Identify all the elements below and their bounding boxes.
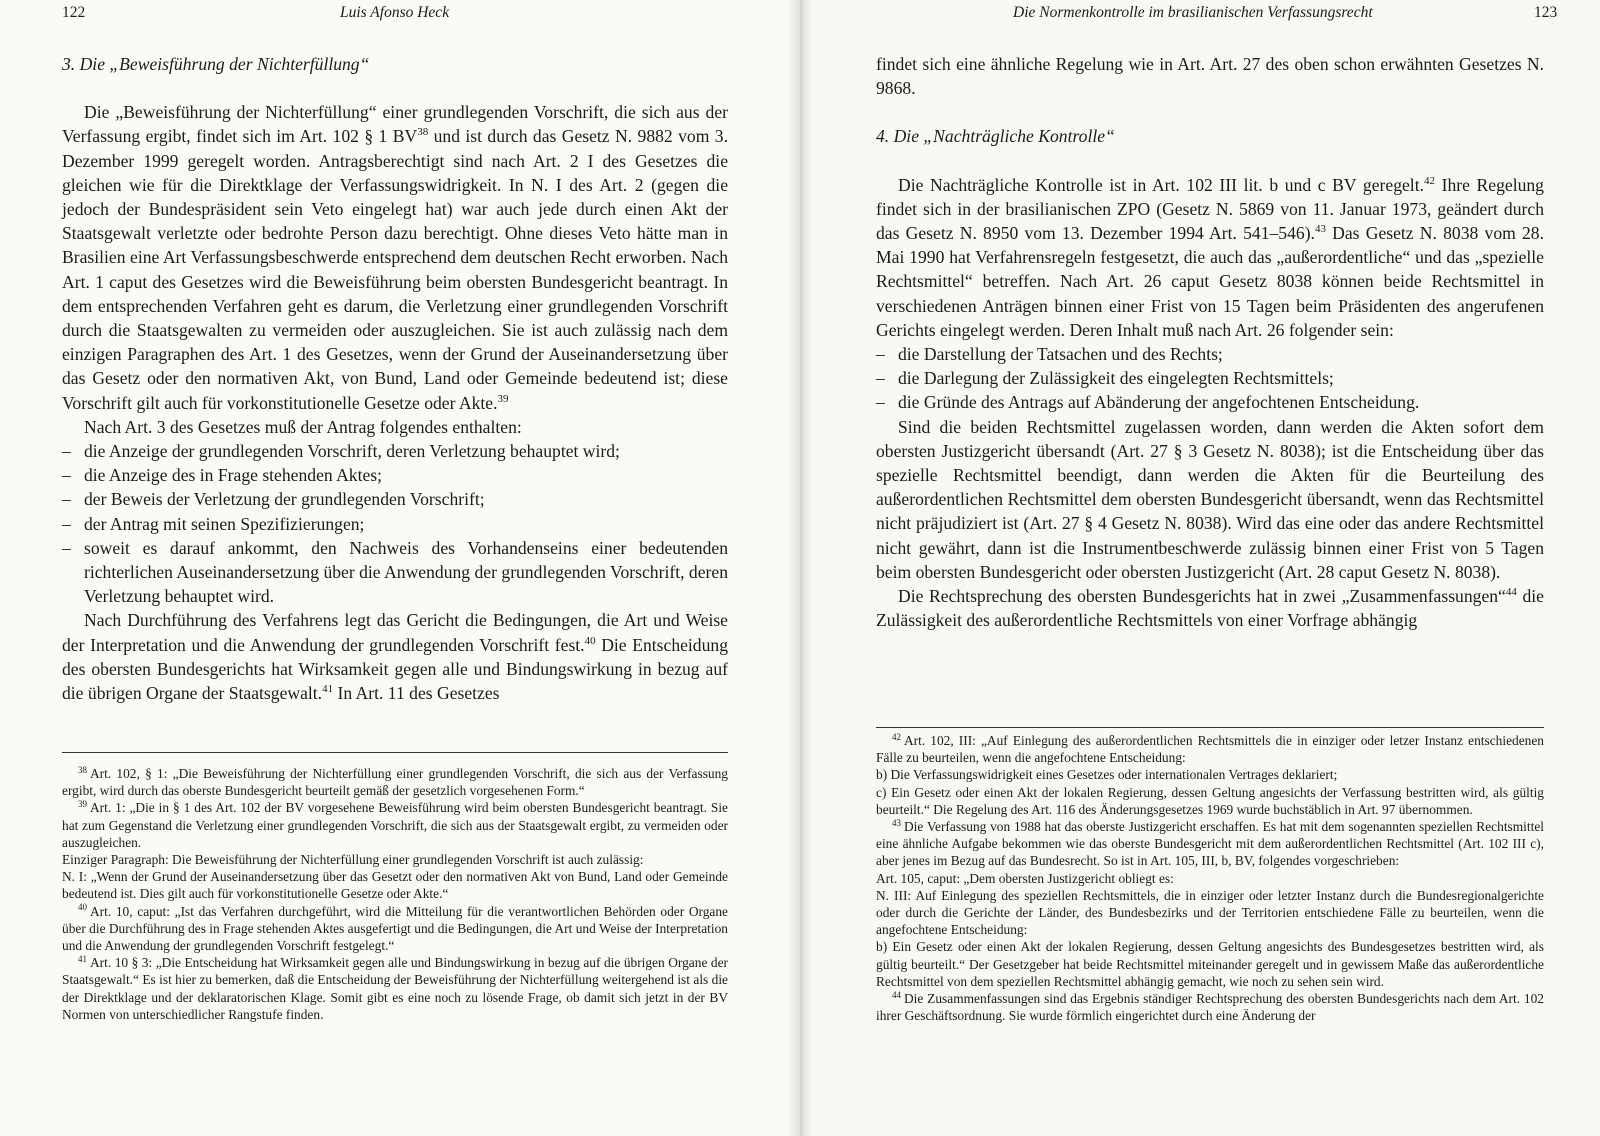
requirements-list	[876, 342, 1544, 415]
footnote-line: Einziger Paragraph: Die Beweisführung der Nichterfüllung einer grundlegenden Vorschrift ist auch zulässig:	[62, 852, 644, 868]
footnote-ref[interactable]: 41	[322, 683, 334, 696]
paragraph: Nach Durchführung des Verfahrens legt das Gericht die Bedingungen, die Art und Weise der Interpretation und die Anwendung der grundlegenden Vorschrift fest.$^{40}$ Die Entscheidung des obersten Bundesgerichts hat Wirksamkeit gegen alle und Bindungswirkung in bezug auf die übrigen Organe der Staatsgewalt.$^{41}$ In Art. 11 des Gesetzes	[62, 610, 728, 704]
main-text	[62, 52, 728, 705]
section-heading: 4. Die „Nachträgliche Kontrolle“	[876, 126, 1115, 147]
list-item: – die Gründe des Antrags auf Abänderung der angefochtenen Entscheidung.	[876, 390, 1544, 414]
list-item: – die Anzeige des in Frage stehenden Aktes;	[62, 463, 728, 487]
list-item: – die Darstellung der Tatsachen und des Rechts;	[876, 342, 1544, 366]
footnote-ref[interactable]: 38	[417, 126, 429, 139]
footnote-line: N. I: „Wenn der Grund der Auseinandersetzung über das Gesetzt oder den normativen Akt von Bund, Land oder Gemeinde bedeutend ist. Dies gilt auch für vorkonstitutionelle Gesetze oder Akte.“	[62, 869, 728, 902]
footnote: $^{41}$ Art. 10 § 3: „Die Entscheidung hat Wirksamkeit gegen alle und Bindungswirkung in bezug auf die übrigen Organe der Staatsgewalt.“ Es ist hier zu bemerken, daß die Entscheidung der Beweisführung der Nichterfüllung weitergehend ist als die der Direktklage und der deklaratorischen Klage. Somit gibt es eine noch zu lösende Frage, ob damit sich jetzt in der BV Normen von unterschiedlicher Rangstufe finden.	[62, 953, 728, 1022]
footnote-line: Art. 105, caput: „Dem obersten Justizgericht obliegt es:	[876, 870, 1174, 886]
paragraph: Die Rechtsprechung des obersten Bundesgerichts hat in zwei „Zusammenfassungen“$^{44}$ die Zulässigkeit des außerordentliche Rechtsmittels von einer Vorfrage abhängig	[876, 586, 1544, 631]
footnotes	[62, 752, 728, 1023]
footnote-line: b) Ein Gesetz oder einen Akt der lokalen Regierung, dessen Geltung angesichts des Bundesgesetzes bestritten wird, als gültig beurteilt.“ Der Gesetzgeber hat beide Rechtsmittel miteinander geregelt und in gewissem Maße das außerordentliche Rechtsmittel von dem speziellen Rechtsmittel abhängig gemacht, wie noch zu sehen sein wird.	[876, 939, 1544, 989]
footnote-ref[interactable]: 39	[497, 392, 509, 405]
paragraph: Sind die beiden Rechtsmittel zugelassen worden, dann werden die Akten sofort dem obersten Justizgericht übersandt (Art. 27 § 3 Gesetz N. 8038); ist die Entscheidung über das spezielle Rechtsmittel beendigt, dann werden die Akten für die Beurteilung des außerordentlichen Rechtsmittel dem obersten Bundesgericht übersandt, wenn das Rechtsmittel nicht präjudiziert ist (Art. 27 § 4 Gesetz N. 8038). Wird das eine oder das andere Rechtsmittel nicht gewährt, dann ist die Instrumentbeschwerde zulässig binnen einer Frist von 5 Tagen beim obersten Bundesgericht oder obersten Justizgericht (Art. 28 caput Gesetz N. 8038).	[876, 416, 1544, 582]
list-item: – der Antrag mit seinen Spezifizierungen;	[62, 512, 728, 536]
requirements-list	[62, 439, 728, 608]
footnote-line: N. III: Auf Einlegung des speziellen Rechtsmittels, die in einziger oder letzter Instanz durch die Bundesregionalgerichte oder durch die Gerichte der Länder, des Bundesbezirks und der Territorien entschiedene Fälle zu beurteilen, wenn die angefochtene Entscheidung:	[876, 887, 1544, 938]
page-number: 122	[62, 4, 86, 21]
list-item: – die Darlegung der Zulässigkeit des eingelegten Rechtsmittels;	[876, 366, 1544, 390]
right-page	[800, 0, 1600, 1136]
footnote-rule	[62, 752, 728, 753]
footnote: $^{43}$ Die Verfassung von 1988 hat das oberste Justizgericht erschaffen. Es hat mit dem sogenannten speziellen Rechtsmittel eine ähnliche Aufgabe bekommen wie das oberste Bundesgericht mit dem außerordentlichen Rechtsmittel (Art. 102 III c), aber jenes im Bezug auf das Bundesrecht. So ist in Art. 105, III, b, BV, folgendes vorgeschrieben:	[876, 817, 1544, 869]
footnote-ref[interactable]: 40	[584, 634, 596, 647]
paragraph: Die Nachträgliche Kontrolle ist in Art. 102 III lit. b und c BV geregelt.$^{42}$ Ihre Regelung findet sich in der brasilianischen ZPO (Gesetz N. 5869 von 11. Januar 1973, geändert durch das Gesetz N. 8950 vom 13. Dezember 1994 Art. 541–546).$^{43}$ Das Gesetz N. 8038 vom 28. Mai 1990 hat Verfahrensregeln festgesetzt, die auch das „außerordentliche“ und das „spezielle Rechtsmittel“ betreffen. Nach Art. 26 caput Gesetz 8038 können beide Rechtsmittel in verschiedenen Anträgen binnen einer Frist von 15 Tagen beim Präsidenten des angerufenen Gerichts eingelegt werden. Deren Inhalt muß nach Art. 26 folgender sein:	[876, 174, 1544, 340]
paragraph: Die „Beweisführung der Nichterfüllung“ einer grundlegenden Vorschrift, die sich aus der Verfassung ergibt, findet sich im Art. 102 § 1 BV$^{38}$ und ist durch das Gesetz N. 9882 vom 3. Dezember 1999 geregelt worden. Antragsberechtigt sind nach Art. 2 I des Gesetzes die gleichen wie für die Direktklage der Verfassungswidrigkeit. In N. I des Art. 2 (gegen die jedoch der Bundespräsident sein Veto eingelegt hat) war auch jede durch einen Akt der Staatsgewalt verletzte oder bedrohte Person dazu berechtigt. Ohne dieses Veto hätte man in Brasilien eine Art Verfassungsbeschwerde entsprechend dem deutschen Recht erworben. Nach Art. 1 caput des Gesetzes wird die Beweisführung beim obersten Bundesgericht beantragt. In dem entsprechenden Verfahren geht es darum, die Verletzung einer grundlegenden Vorschrift durch die Staatsgewalten zu vermeiden oder auszugleichen. Sie ist auch zulässig nach dem einzigen Paragraphen des Art. 1 des Gesetzes, wenn der Grund der Auseinandersetzung über das Gesetz oder den normativen Akt, von Bund, Land oder Gemeinde bedeutend ist; diese Vorschrift gilt auch für vorkonstitutionelle Gesetze oder Akte.$^{39}$	[62, 102, 729, 413]
footnote: $^{38}$ Art. 102, § 1: „Die Beweisführung der Nichterfüllung einer grundlegenden Vorschrift, die sich aus der Verfassung ergibt, wird durch das oberste Bundesgericht beurteilt gemäß der gesetzlich vorgesehenen Form.“	[62, 764, 728, 799]
footnote: $^{42}$ Art. 102, III: „Auf Einlegung des außerordentlichen Rechtsmittels die in einziger oder letzer Instanz entschiedenen Fälle zu beurteilen, wenn die angefochtene Entscheidung:	[876, 731, 1544, 766]
running-title: Die Normenkontrolle im brasilianischen Verfassungsrecht	[1013, 4, 1373, 21]
main-text	[876, 52, 1544, 632]
list-item: – der Beweis der Verletzung der grundlegenden Vorschrift;	[62, 487, 728, 511]
footnote: $^{40}$ Art. 10, caput: „Ist das Verfahren durchgeführt, wird die Mitteilung für die verantwortlichen Behörden oder Organe über die Durchführung des in Frage stehenden Aktes ausgefertigt und die Bedingungen, die Art und Weise der Interpretation und die Anwendung der grundlegenden Vorschrift festgelegt.“	[62, 902, 728, 954]
paragraph: findet sich eine ähnliche Regelung wie in Art. Art. 27 des oben schon erwähnten Gesetzes N. 9868.	[876, 54, 1544, 99]
paragraph: Nach Art. 3 des Gesetzes muß der Antrag folgendes enthalten:	[84, 416, 522, 437]
page-number: 123	[1534, 4, 1558, 21]
section-heading: 3. Die „Beweisführung der Nichterfüllung“	[62, 54, 370, 74]
footnote-rule	[876, 727, 1544, 728]
running-title: Luis Afonso Heck	[340, 4, 450, 21]
footnote-ref[interactable]: 43	[1314, 223, 1326, 236]
footnote-line: b) Die Verfassungswidrigkeit eines Gesetzes oder internationalen Vertrages deklariert;	[876, 767, 1338, 783]
footnote: $^{44}$ Die Zusammenfassungen sind das Ergebnis ständiger Rechtsprechung des obersten Bundesgerichts nach dem Art. 102 ihrer Geschäftsordnung. Sie wurde förmlich eingerichtet durch eine Änderung der	[876, 989, 1544, 1024]
list-item: – die Anzeige der grundlegenden Vorschrift, deren Verletzung behauptet wird;	[62, 439, 728, 463]
list-item: – soweit es darauf ankommt, den Nachweis des Vorhandenseins einer bedeutenden richterlichen Auseinandersetzung über die Anwendung der grundlegenden Vorschrift, deren Verletzung behauptet wird.	[62, 536, 728, 609]
footnote-ref[interactable]: 42	[1423, 174, 1435, 187]
footnotes	[876, 727, 1544, 1024]
book-gutter	[788, 0, 814, 1136]
footnote-line: c) Ein Gesetz oder einen Akt der lokalen Regierung, dessen Geltung angesichts der Verfassung bestritten wird, als gültig beurteilt.“ Die Regelung des Art. 116 des Änderungsgesetzes 1969 wurde buchstäblich in Art. 97 übernommen.	[876, 784, 1544, 817]
footnote: $^{39}$ Art. 1: „Die in § 1 des Art. 102 der BV vorgesehene Beweisführung wird beim obersten Bundesgericht beantragt. Sie hat zum Gegenstand die Verletzung einer grundlegenden Vorschrift, die sich aus der Staatsgewalt ergibt, zu vermeiden oder auszugleichen.	[62, 798, 728, 850]
footnote-ref[interactable]: 44	[1505, 586, 1517, 599]
